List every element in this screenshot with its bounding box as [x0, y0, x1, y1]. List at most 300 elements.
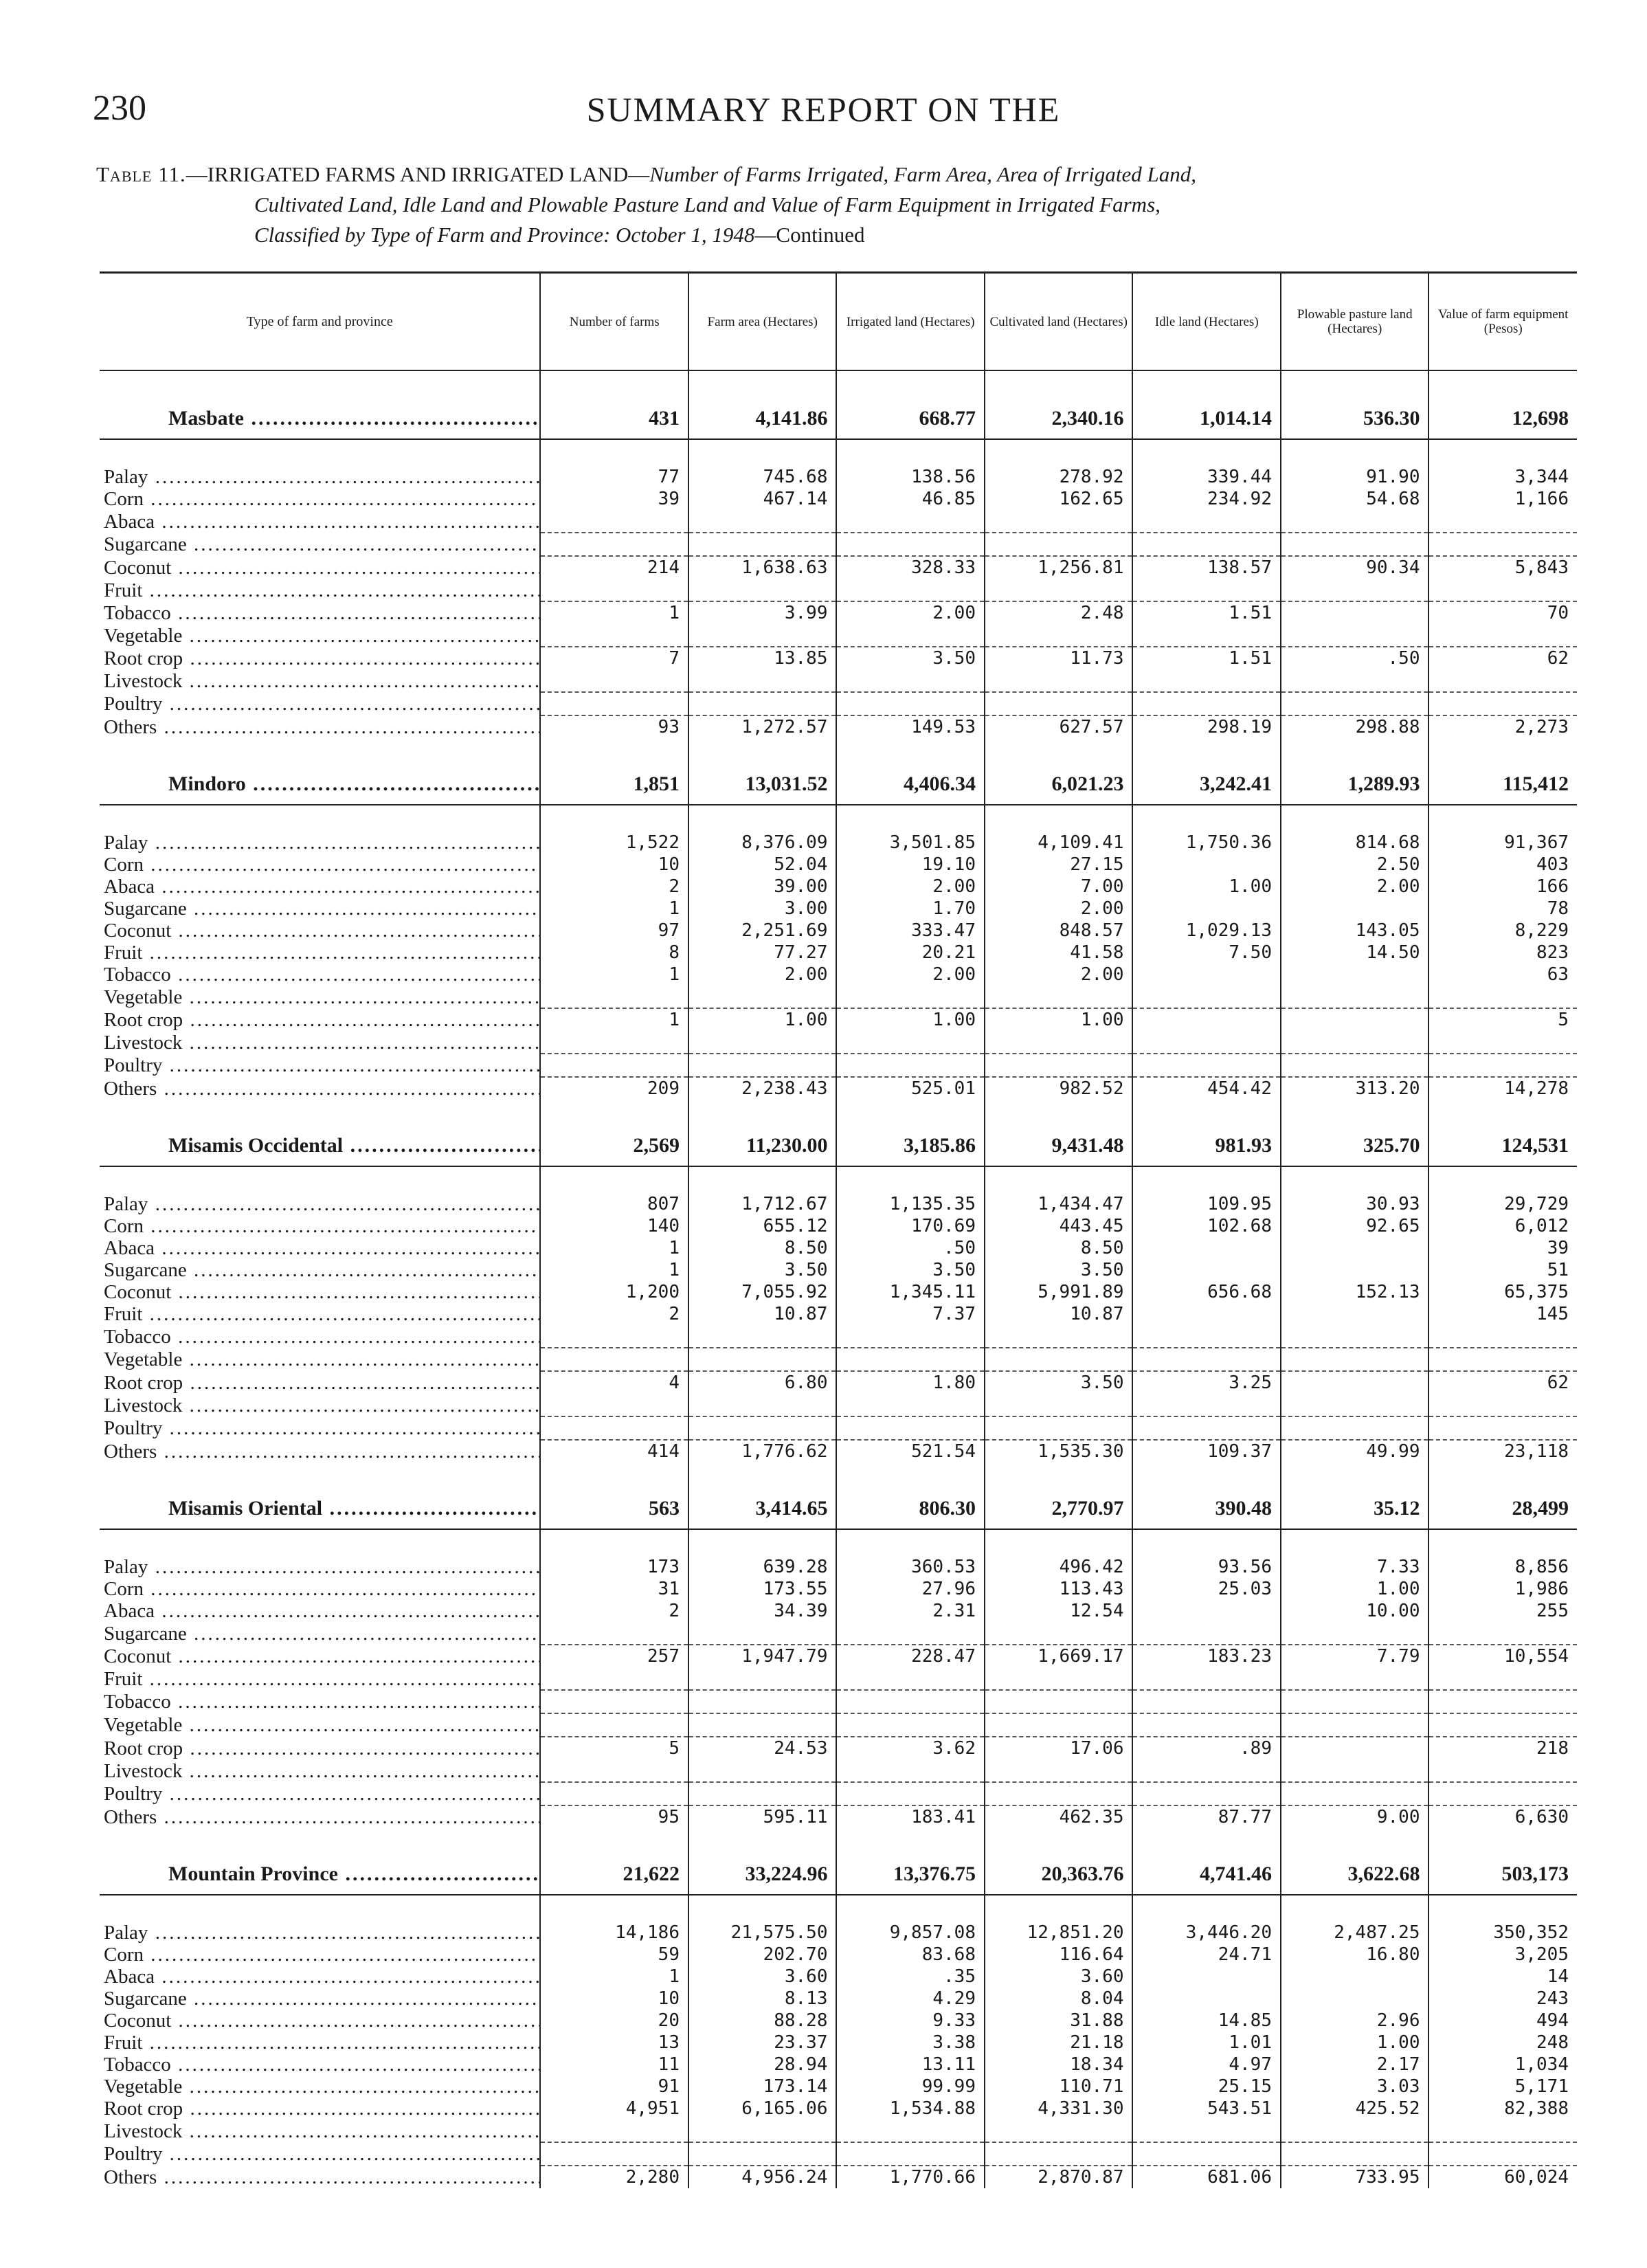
table-cell: 2: [540, 876, 688, 898]
table-cell: 9.33: [836, 2010, 985, 2032]
spacer-cell: [985, 1529, 1133, 1556]
table-row: [100, 854, 1577, 876]
farm-type-label: Palay .....: [100, 1922, 540, 1944]
table-row: [100, 1782, 1577, 1805]
table-cell: [540, 1782, 688, 1805]
table-cell: 8,376.09: [688, 832, 837, 854]
table-cell: [540, 1667, 688, 1690]
table-cell: [1281, 1259, 1429, 1281]
table-cell: 745.68: [688, 466, 837, 488]
table-cell: 51: [1428, 1259, 1577, 1281]
table-cell: [1132, 1031, 1281, 1054]
spacer-cell: [1132, 1463, 1281, 1489]
table-cell: 83.68: [836, 1944, 985, 1966]
spacer-cell: [1428, 805, 1577, 832]
table-cell: 23.37: [688, 2032, 837, 2054]
table-cell: 140: [540, 1215, 688, 1237]
table-header-row: [100, 273, 1577, 371]
spacer-cell: [100, 370, 540, 399]
spacer-cell: [688, 805, 837, 832]
table-cell: 5,991.89: [985, 1281, 1133, 1303]
table-cell: [1132, 1416, 1281, 1440]
table-cell: 4.97: [1132, 2054, 1281, 2076]
spacer-cell: [1428, 1828, 1577, 1854]
province-total-cell: 390.48: [1132, 1489, 1281, 1529]
table-cell: 70: [1428, 601, 1577, 624]
table-row: [100, 533, 1577, 556]
table-cell: 3.62: [836, 1737, 985, 1759]
table-cell: 95: [540, 1805, 688, 1828]
table-cell: [1281, 1690, 1429, 1713]
farm-type-label: Abaca .....: [100, 1966, 540, 1988]
table-cell: 7,055.92: [688, 1281, 837, 1303]
column-header: Cultivated land (Hectares): [985, 273, 1133, 371]
province-total-cell: 325.70: [1281, 1126, 1429, 1166]
table-cell: 733.95: [1281, 2166, 1429, 2188]
table-cell: 14.85: [1132, 2010, 1281, 2032]
table-cell: 3.03: [1281, 2076, 1429, 2098]
table-cell: 3,344: [1428, 466, 1577, 488]
table-cell: [540, 1416, 688, 1440]
province-total-cell: 11,230.00: [688, 1126, 837, 1166]
table-cell: 27.96: [836, 1578, 985, 1600]
table-cell: 1: [540, 1259, 688, 1281]
table-row: [100, 1303, 1577, 1325]
table-cell: 4: [540, 1371, 688, 1394]
table-cell: 4,956.24: [688, 2166, 837, 2188]
table-cell: 494: [1428, 2010, 1577, 2032]
table-cell: [1428, 1348, 1577, 1371]
table-cell: 90.34: [1281, 556, 1429, 579]
province-total-row: [100, 764, 1577, 805]
spacer-cell: [1428, 370, 1577, 399]
table-row: [100, 2054, 1577, 2076]
table-cell: [836, 1325, 985, 1348]
spacer-cell: [985, 1100, 1133, 1126]
table-cell: 1,034: [1428, 2054, 1577, 2076]
table-cell: [540, 2120, 688, 2142]
table-cell: 1: [540, 1237, 688, 1259]
table-cell: 425.52: [1281, 2098, 1429, 2120]
spacer-cell: [688, 738, 837, 764]
table-cell: 7.79: [1281, 1645, 1429, 1667]
table-cell: [836, 1667, 985, 1690]
caption-line-2: Cultivated Land, Idle Land and Plowable Pasture Land and Value of Farm Equipment in Irrigated Farms,: [254, 192, 1161, 216]
table-cell: [836, 2142, 985, 2166]
table-cell: 138.56: [836, 466, 985, 488]
table-cell: 91: [540, 2076, 688, 2098]
farm-type-label: Palay .....: [100, 1193, 540, 1215]
table-row: [100, 942, 1577, 964]
table-cell: [1281, 898, 1429, 920]
table-cell: [1132, 1713, 1281, 1737]
spacer-cell: [985, 738, 1133, 764]
table-cell: [1132, 1759, 1281, 1782]
table-row: [100, 669, 1577, 692]
table-cell: 102.68: [1132, 1215, 1281, 1237]
table-cell: .50: [1281, 647, 1429, 669]
table-cell: 248: [1428, 2032, 1577, 2054]
farm-type-label: Tobacco .....: [100, 601, 540, 624]
table-cell: [836, 1416, 985, 1440]
table-row: [100, 920, 1577, 942]
spacer-cell: [540, 1463, 688, 1489]
table-cell: [540, 533, 688, 556]
table-cell: [1132, 1782, 1281, 1805]
table-cell: 1: [540, 1966, 688, 1988]
table-cell: 91.90: [1281, 466, 1429, 488]
province-total-cell: 33,224.96: [688, 1854, 837, 1895]
spacer-cell: [1132, 1895, 1281, 1922]
spacer-cell: [688, 1529, 837, 1556]
spacer-row: [100, 1529, 1577, 1556]
table-cell: 12,851.20: [985, 1922, 1133, 1944]
spacer-cell: [688, 439, 837, 466]
table-cell: [688, 1713, 837, 1737]
table-cell: [836, 510, 985, 533]
province-total-cell: 20,363.76: [985, 1854, 1133, 1895]
table-cell: [1428, 986, 1577, 1008]
spacer-row: [100, 738, 1577, 764]
province-total-cell: 2,569: [540, 1126, 688, 1166]
spacer-cell: [688, 1166, 837, 1193]
caption-table-number: Table 11.: [96, 162, 186, 186]
table-cell: 7.00: [985, 876, 1133, 898]
table-cell: 13: [540, 2032, 688, 2054]
province-name: Misamis Oriental .....: [100, 1489, 540, 1529]
table-cell: [540, 1759, 688, 1782]
table-cell: 6,012: [1428, 1215, 1577, 1237]
table-cell: [836, 624, 985, 647]
table-cell: 1.00: [688, 1008, 837, 1031]
spacer-cell: [985, 370, 1133, 399]
spacer-cell: [540, 1895, 688, 1922]
column-header: Value of farm equipment (Pesos): [1428, 273, 1577, 371]
table-cell: 3.50: [836, 647, 985, 669]
spacer-cell: [836, 1828, 985, 1854]
table-cell: [688, 692, 837, 715]
table-cell: 149.53: [836, 715, 985, 738]
table-cell: 11: [540, 2054, 688, 2076]
table-cell: [1281, 1348, 1429, 1371]
farm-type-label: Corn .....: [100, 488, 540, 510]
table-cell: [1132, 986, 1281, 1008]
table-cell: [1281, 1713, 1429, 1737]
table-cell: 403: [1428, 854, 1577, 876]
table-cell: [836, 2120, 985, 2142]
table-row: [100, 1394, 1577, 1416]
table-cell: 3.50: [985, 1259, 1133, 1281]
table-cell: 1: [540, 1008, 688, 1031]
farm-type-label: Palay .....: [100, 466, 540, 488]
table-cell: 183.41: [836, 1805, 985, 1828]
spacer-cell: [688, 1828, 837, 1854]
table-cell: [1132, 2120, 1281, 2142]
table-cell: 278.92: [985, 466, 1133, 488]
table-cell: [985, 1348, 1133, 1371]
table-cell: [540, 986, 688, 1008]
farm-type-label: Root crop .....: [100, 2098, 540, 2120]
table-cell: [1132, 2142, 1281, 2166]
table-cell: 78: [1428, 898, 1577, 920]
farm-type-label: Abaca .....: [100, 510, 540, 533]
table-row: [100, 1325, 1577, 1348]
table-cell: 639.28: [688, 1556, 837, 1578]
table-cell: [1281, 1966, 1429, 1988]
table-cell: 1,345.11: [836, 1281, 985, 1303]
table-cell: 60,024: [1428, 2166, 1577, 2188]
table-cell: 2,273: [1428, 715, 1577, 738]
table-cell: 2.50: [1281, 854, 1429, 876]
table-cell: [1428, 1416, 1577, 1440]
table-cell: 1.00: [1281, 2032, 1429, 2054]
table-cell: 814.68: [1281, 832, 1429, 854]
table-row: [100, 1759, 1577, 1782]
table-cell: [836, 1031, 985, 1054]
table-cell: 1,535.30: [985, 1440, 1133, 1463]
table-cell: 1,638.63: [688, 556, 837, 579]
table-cell: [1132, 964, 1281, 986]
table-cell: 9,857.08: [836, 1922, 985, 1944]
table-cell: [540, 1031, 688, 1054]
farm-type-label: Coconut .....: [100, 920, 540, 942]
table-cell: [1281, 1737, 1429, 1759]
spacer-row: [100, 1166, 1577, 1193]
spacer-cell: [1132, 805, 1281, 832]
table-cell: [540, 1054, 688, 1077]
table-cell: 31.88: [985, 2010, 1133, 2032]
table-cell: 62: [1428, 647, 1577, 669]
table-cell: 59: [540, 1944, 688, 1966]
table-cell: 1,135.35: [836, 1193, 985, 1215]
table-row: [100, 1922, 1577, 1944]
table-cell: 655.12: [688, 1215, 837, 1237]
province-total-cell: 536.30: [1281, 399, 1429, 439]
farm-type-label: Others .....: [100, 1440, 540, 1463]
spacer-cell: [836, 1166, 985, 1193]
table-cell: 30.93: [1281, 1193, 1429, 1215]
table-row: [100, 1281, 1577, 1303]
table-cell: 3.60: [985, 1966, 1133, 1988]
table-cell: 152.13: [1281, 1281, 1429, 1303]
farm-type-label: Vegetable .....: [100, 986, 540, 1008]
table-cell: .89: [1132, 1737, 1281, 1759]
table-cell: [836, 692, 985, 715]
data-table-container: [100, 271, 1577, 2188]
table-cell: 19.10: [836, 854, 985, 876]
caption-continued: —Continued: [754, 223, 865, 247]
spacer-cell: [1281, 439, 1429, 466]
table-cell: 6,165.06: [688, 2098, 837, 2120]
farm-type-label: Livestock .....: [100, 1394, 540, 1416]
province-total-cell: 115,412: [1428, 764, 1577, 805]
spacer-cell: [1281, 370, 1429, 399]
spacer-cell: [836, 439, 985, 466]
spacer-cell: [100, 1895, 540, 1922]
spacer-cell: [836, 370, 985, 399]
table-cell: 2: [540, 1600, 688, 1622]
table-cell: [688, 2120, 837, 2142]
table-cell: [688, 533, 837, 556]
table-cell: 2.48: [985, 601, 1133, 624]
table-cell: [1428, 1759, 1577, 1782]
table-cell: [985, 1054, 1133, 1077]
table-cell: [985, 1782, 1133, 1805]
page-number: 230: [93, 89, 146, 128]
table-cell: [688, 1054, 837, 1077]
spacer-row: [100, 805, 1577, 832]
spacer-cell: [100, 1828, 540, 1854]
farm-type-label: Root crop .....: [100, 1008, 540, 1031]
table-cell: 88.28: [688, 2010, 837, 2032]
table-row: [100, 1348, 1577, 1371]
table-row: [100, 2120, 1577, 2142]
table-cell: 8,856: [1428, 1556, 1577, 1578]
table-cell: 46.85: [836, 488, 985, 510]
table-cell: 23,118: [1428, 1440, 1577, 1463]
table-cell: [688, 986, 837, 1008]
table-cell: 1.70: [836, 898, 985, 920]
table-cell: [540, 1394, 688, 1416]
farm-type-label: Others .....: [100, 1805, 540, 1828]
table-cell: 1.80: [836, 1371, 985, 1394]
table-cell: 1: [540, 898, 688, 920]
farm-type-label: Sugarcane .....: [100, 898, 540, 920]
table-cell: 414: [540, 1440, 688, 1463]
table-row: [100, 647, 1577, 669]
table-row: [100, 1667, 1577, 1690]
table-cell: 1: [540, 964, 688, 986]
column-header: Idle land (Hectares): [1132, 273, 1281, 371]
province-name: Misamis Occidental .....: [100, 1126, 540, 1166]
table-cell: [688, 1416, 837, 1440]
table-cell: 52.04: [688, 854, 837, 876]
spacer-cell: [1281, 738, 1429, 764]
table-cell: 2.31: [836, 1600, 985, 1622]
spacer-cell: [100, 439, 540, 466]
table-row: [100, 1371, 1577, 1394]
table-cell: 234.92: [1132, 488, 1281, 510]
table-cell: 2.00: [836, 964, 985, 986]
farm-type-label: Others .....: [100, 1077, 540, 1100]
table-row: [100, 1805, 1577, 1828]
spacer-row: [100, 370, 1577, 399]
table-cell: [1132, 533, 1281, 556]
table-cell: [1428, 1054, 1577, 1077]
spacer-cell: [836, 805, 985, 832]
table-cell: 62: [1428, 1371, 1577, 1394]
spacer-cell: [1132, 439, 1281, 466]
table-cell: 65,375: [1428, 1281, 1577, 1303]
table-cell: 2.00: [1281, 876, 1429, 898]
table-cell: 1.00: [1281, 1578, 1429, 1600]
table-cell: 87.77: [1132, 1805, 1281, 1828]
spacer-cell: [1428, 1529, 1577, 1556]
table-cell: 113.43: [985, 1578, 1133, 1600]
table-cell: [1428, 1667, 1577, 1690]
table-cell: 20: [540, 2010, 688, 2032]
spacer-cell: [1428, 738, 1577, 764]
farm-type-label: Corn .....: [100, 1578, 540, 1600]
table-cell: 21.18: [985, 2032, 1133, 2054]
province-total-cell: 4,741.46: [1132, 1854, 1281, 1895]
province-total-cell: 13,376.75: [836, 1854, 985, 1895]
table-cell: [836, 533, 985, 556]
table-cell: [836, 1782, 985, 1805]
column-header: Type of farm and province: [100, 273, 540, 371]
table-cell: 1,669.17: [985, 1645, 1133, 1667]
spacer-cell: [1428, 1166, 1577, 1193]
table-row: [100, 2032, 1577, 2054]
table-cell: 2,870.87: [985, 2166, 1133, 2188]
spacer-cell: [540, 439, 688, 466]
table-cell: 1: [540, 601, 688, 624]
spacer-cell: [540, 1100, 688, 1126]
farm-type-label: Tobacco .....: [100, 2054, 540, 2076]
table-cell: 9.00: [1281, 1805, 1429, 1828]
table-cell: 328.33: [836, 556, 985, 579]
spacer-cell: [1428, 1463, 1577, 1489]
table-cell: 97: [540, 920, 688, 942]
table-cell: 5,843: [1428, 556, 1577, 579]
table-cell: 10: [540, 1988, 688, 2010]
table-cell: [1132, 1303, 1281, 1325]
table-cell: 2.00: [688, 964, 837, 986]
table-cell: [985, 2142, 1133, 2166]
spacer-cell: [540, 370, 688, 399]
table-cell: 183.23: [1132, 1645, 1281, 1667]
province-total-cell: 1,014.14: [1132, 399, 1281, 439]
spacer-row: [100, 1895, 1577, 1922]
farm-type-label: Sugarcane .....: [100, 533, 540, 556]
table-cell: [1428, 2120, 1577, 2142]
spacer-cell: [985, 1895, 1133, 1922]
spacer-cell: [100, 1463, 540, 1489]
province-total-cell: 12,698: [1428, 399, 1577, 439]
table-cell: 3.50: [836, 1259, 985, 1281]
table-cell: [985, 1759, 1133, 1782]
table-cell: [688, 1325, 837, 1348]
table-cell: [1428, 1031, 1577, 1054]
province-total-cell: 4,406.34: [836, 764, 985, 805]
table-cell: [1281, 1054, 1429, 1077]
table-cell: 3.00: [688, 898, 837, 920]
table-cell: 255: [1428, 1600, 1577, 1622]
table-cell: [985, 1690, 1133, 1713]
table-row: [100, 2010, 1577, 2032]
table-cell: [540, 692, 688, 715]
table-cell: 28.94: [688, 2054, 837, 2076]
farm-type-label: Fruit .....: [100, 942, 540, 964]
table-cell: 350,352: [1428, 1922, 1577, 1944]
spacer-cell: [1281, 805, 1429, 832]
table-cell: 2,280: [540, 2166, 688, 2188]
table-cell: 209: [540, 1077, 688, 1100]
table-cell: 257: [540, 1645, 688, 1667]
table-cell: [688, 510, 837, 533]
table-cell: [1281, 986, 1429, 1008]
table-cell: [985, 1416, 1133, 1440]
spacer-cell: [1428, 1895, 1577, 1922]
table-cell: [688, 579, 837, 601]
spacer-cell: [540, 738, 688, 764]
table-cell: 110.71: [985, 2076, 1133, 2098]
table-cell: 298.88: [1281, 715, 1429, 738]
table-cell: 8.04: [985, 1988, 1133, 2010]
table-cell: [1132, 624, 1281, 647]
table-cell: 7.37: [836, 1303, 985, 1325]
table-cell: [836, 986, 985, 1008]
